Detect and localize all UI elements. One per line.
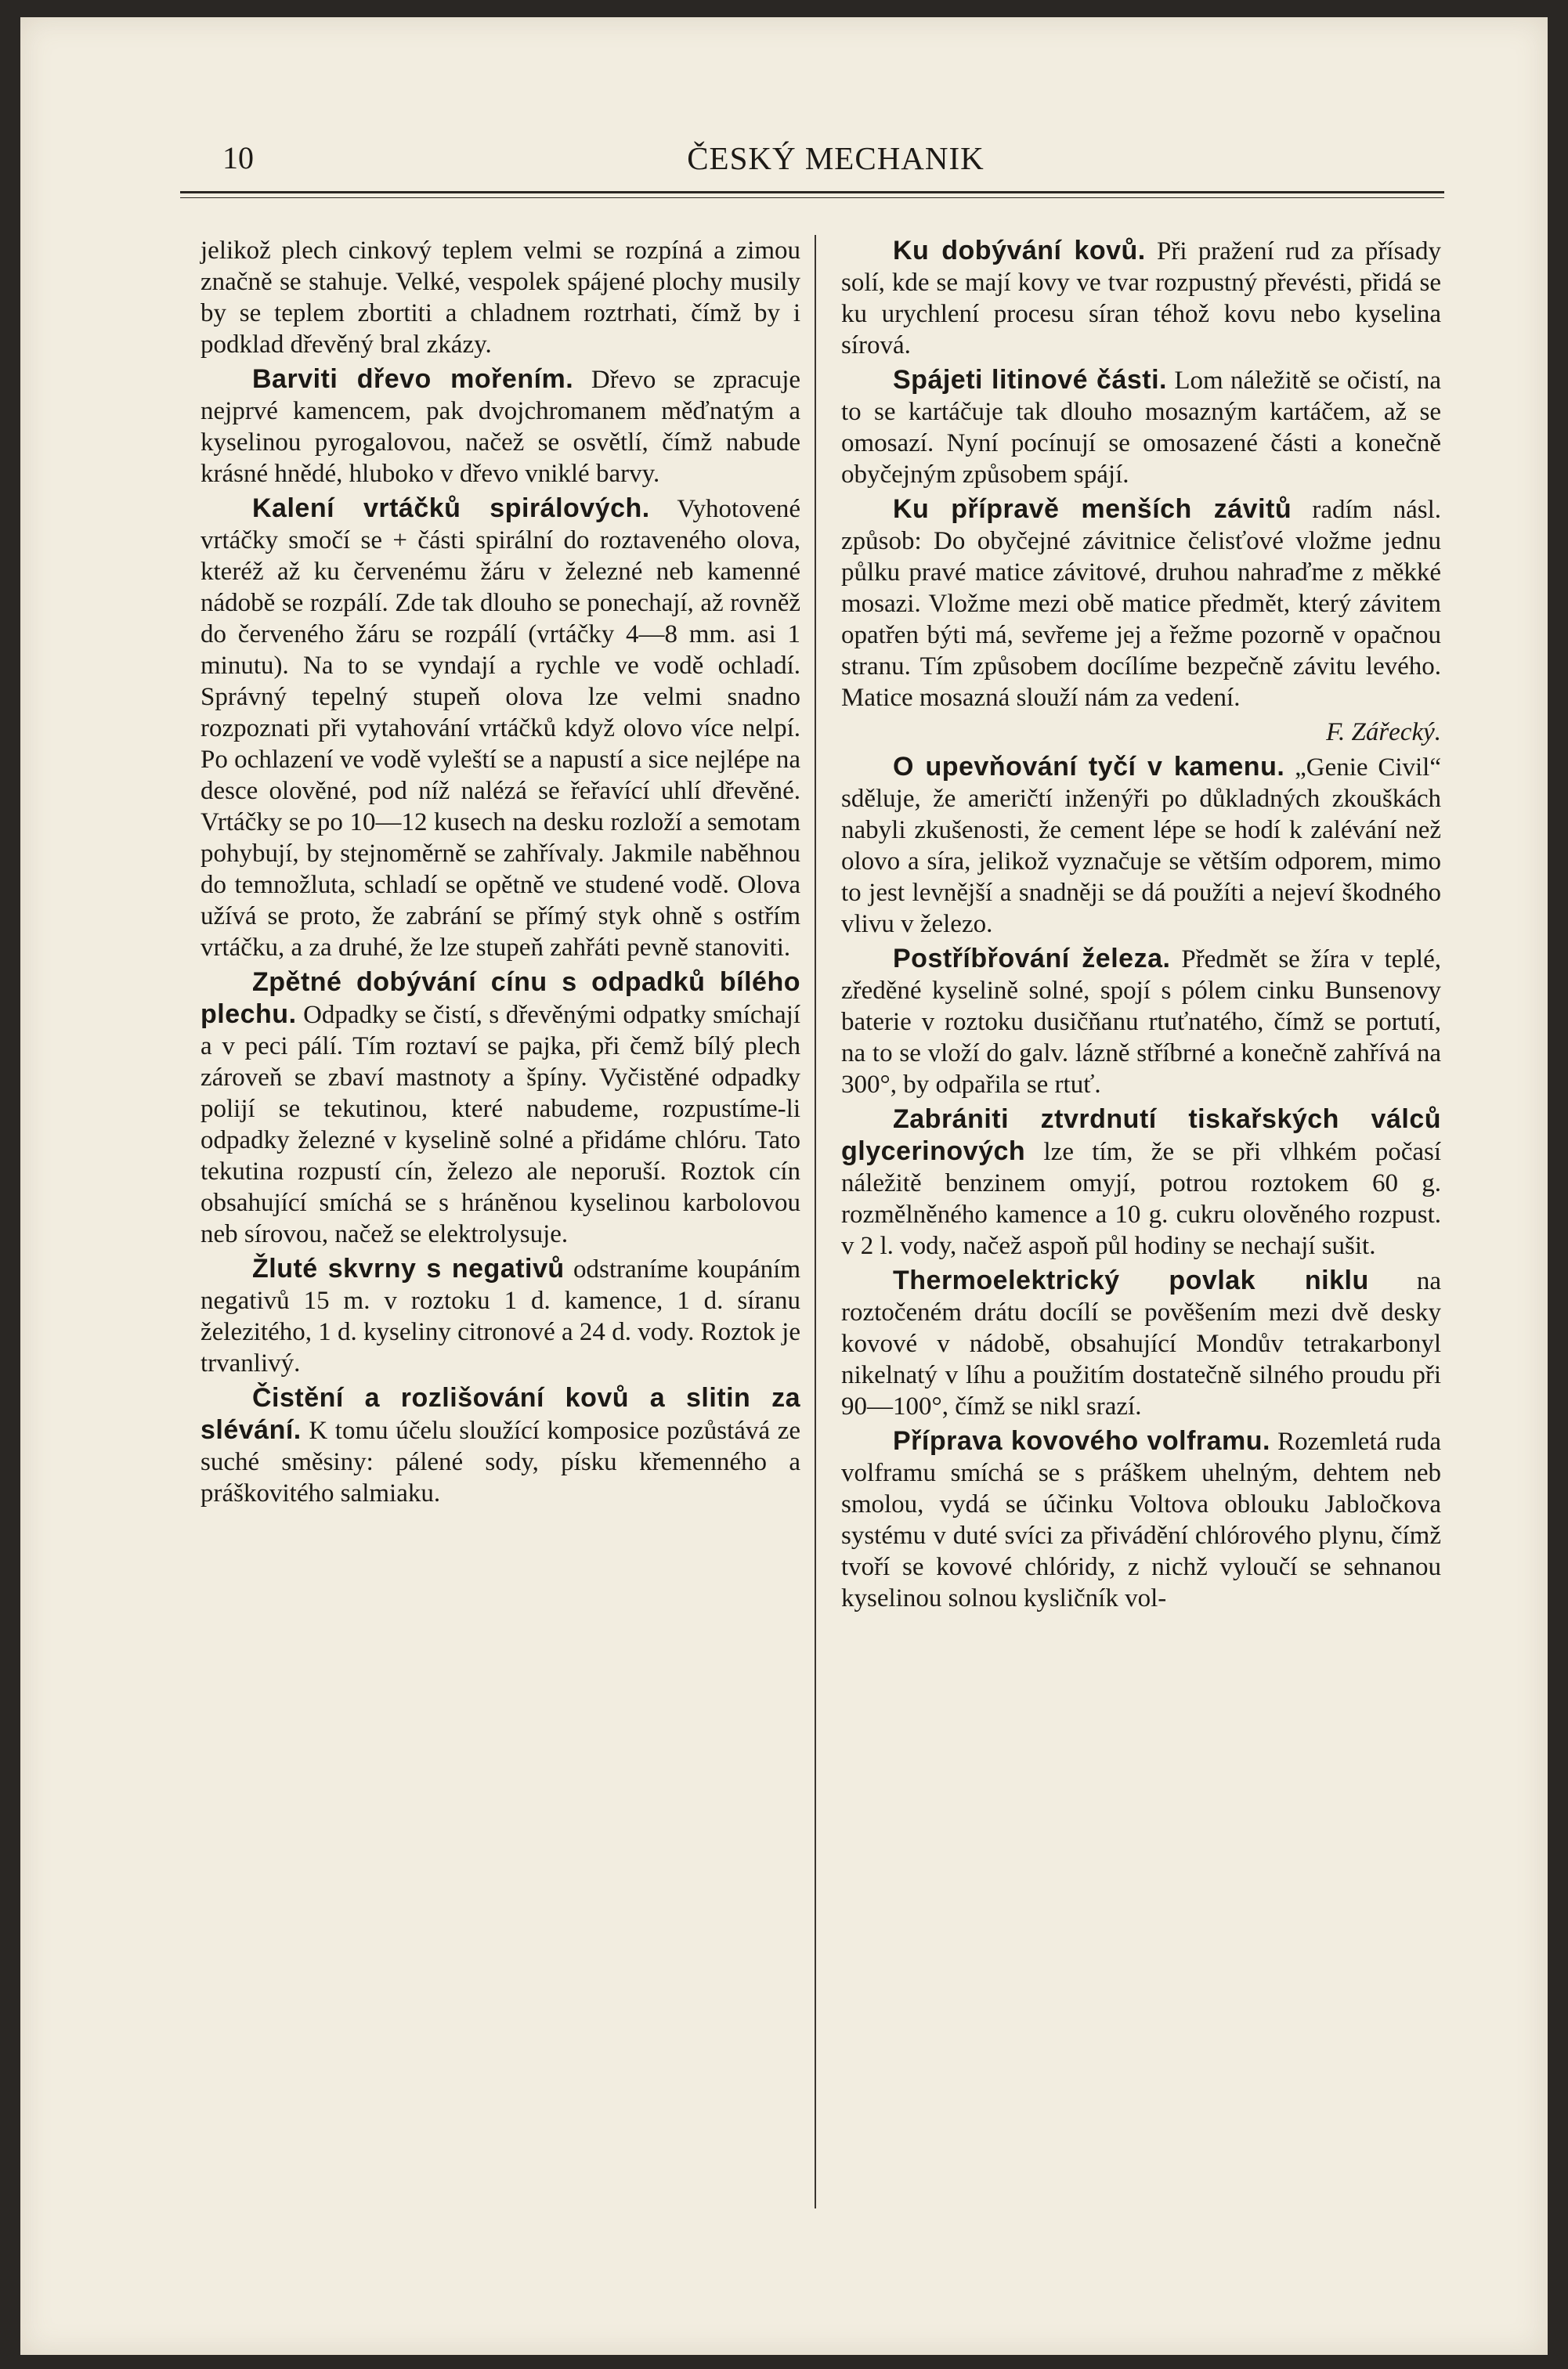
article-upevnovani-tyci: O upevňování tyčí v kamenu. „Genie Civil“ sděluje, že američtí inženýři po důkladných zkouškách nabyli zkušenosti, že cement lépe se hodí k zalévání než olovo a síra, jelikož vyznačuje se větším odporem, mimo to jest levnější a snadněji se dá použíti a nejeví škodného vlivu v železo. bbox=[841, 752, 1441, 938]
journal-title: ČESKÝ MECHANIK bbox=[687, 140, 985, 176]
left-column bbox=[201, 235, 800, 1512]
article-heading: Žluté skvrny s negativů bbox=[252, 1254, 565, 1284]
article-volfram: Příprava kovového volframu. Rozemletá ruda volframu smíchá se s práškem uhelným, dehtem neb smolou, vydá se účinku Voltova oblouku Jabločkova systému v duté svíci za přivádění chlórového plynu, čímž tvoří se kovové chlóridy, z nichž vyloučí se sehnanou kyselinou solnou kysličník vol- bbox=[841, 1426, 1441, 1612]
article-heading: O upevňování tyčí v kamenu. bbox=[893, 752, 1285, 782]
article-postribrovani: Postříbřování železa. Předmět se žíra v teplé, zředěné kyselině solné, spojí s pólem cinku Bunsenovy baterie v roztoku dusičňanu rtuťnatého, čímž se portutí, na to se vloží do galv. lázně stříbrné a konečně zahřívá na 300°, by odpařila se rtuť. bbox=[841, 944, 1441, 1099]
header-rule bbox=[180, 191, 1444, 193]
article-heading: Zpětné dobývání cínu s odpadků bílého plechu. bbox=[201, 967, 800, 1029]
article-heading: Spájeti litinové části. bbox=[893, 365, 1168, 395]
article-heading: Ku přípravě menších závitů bbox=[893, 494, 1292, 524]
article-spajeti-litinove: Spájeti litinové části. Lom náležitě se očistí, na to se kartáčuje tak dlouho mosazným kartáčem, až se omosazí. Nyní pocínují se omosazené části a konečně obyčejným způsobem spájí. bbox=[841, 365, 1441, 489]
article-heading: Zabrániti ztvrdnutí tiskařských válců glycerinových bbox=[841, 1104, 1441, 1166]
article-heading: Čistění a rozlišování kovů a slitin za slévání. bbox=[201, 1383, 800, 1445]
page-header bbox=[180, 139, 1444, 186]
author-signature: F. Zářecký. bbox=[1326, 718, 1441, 746]
column-separator bbox=[815, 235, 816, 2208]
article-dobyvani-kovu: Ku dobývání kovů. Při pražení rud za přísady solí, kde se mají kovy ve tvar rozpustný převésti, přidá se ku urychlení procesu síran téhož kovu nebo kyselina sírová. bbox=[841, 236, 1442, 359]
article-zpetne-dobyvani-cinu: Zpětné dobývání cínu s odpadků bílého plechu. Odpadky se čistí, s dřevěnými odpatky smíchají a v peci pálí. Tím roztaví se pajka, při čemž bílý plech zároveň se zbaví mastnoty a špíny. Vyčistěné odpadky polijí se tekutinou, které nabudeme, rozpustíme-li odpadky železné v kyselině solné a přidáme chlóru. Tato tekutina rozpustí cín, železo ale neporuší. Roztok cín obsahující smíchá se s hráněnou kyselinou karbolovou neb sírovou, načež se elektrolysuje. bbox=[201, 967, 800, 1248]
header-rule-thin bbox=[180, 197, 1444, 198]
article-tiskarske-valce: Zabrániti ztvrdnutí tiskařských válců glycerinových lze tím, že se při vlhkém počasí náležitě benzinem omyjí, potrou roztokem 60 g. rozmělněného kamence a 10 g. cukru olověného rozpust. v 2 l. vody, načež aspoň půl hodiny se nechají sušit. bbox=[841, 1104, 1441, 1260]
article-paragraph: jelikož plech cinkový teplem velmi se rozpíná a zimou značně se stahuje. Velké, vespolek spájené plochy musily by se teplem zbortiti a chladnem roztrhati, čímž by i podklad dřevěný bral zkázy. bbox=[201, 237, 800, 359]
article-barveni-dreva: Barviti dřevo mořením. Dřevo se zpracuje nejprvé kamencem, pak dvojchromanem měďnatým a kyselinou pyrogalovou, načež se osvětlí, čímž nabude krásné hnědé, hluboko v dřevo vniklé barvy. bbox=[201, 364, 801, 488]
article-zlute-skvrny: Žluté skvrny s negativů odstraníme koupáním negativů 15 m. v roztoku 1 d. kamence, 1 d. síranu železitého, 1 d. kyseliny citronové a 24 d. vody. Roztok je trvanlivý. bbox=[201, 1254, 800, 1378]
article-heading: Příprava kovového volframu. bbox=[893, 1426, 1270, 1456]
article-cisteni-kovu: Čistění a rozlišování kovů a slitin za slévání. K tomu účelu sloužící komposice pozůstává ze suché směsiny: pálené sody, písku křemenného a práškovitého salmiaku. bbox=[201, 1383, 800, 1508]
article-heading: Barviti dřevo mořením. bbox=[252, 364, 574, 394]
article-heading: Ku dobývání kovů. bbox=[893, 236, 1146, 265]
article-kaleni-vrtacku: Kalení vrtáčků spirálových. Vyhotovené vrtáčky smočí se + části spirální do roztaveného olova, kteréž až ku červenému žáru v železné neb kamenné nádobě se rozpálí. Zde tak dlouho se ponechají, až rovněž do červeného žáru se rozpálí (vrtáčky 4—8 mm. asi 1 minutu). Na to se vyndají a rychle ve vodě ochladí. Správný tepelný stupeň olova lze velmi snadno rozpoznati při vytahování vrtáčků když olovo více nelpí. Po ochlazení ve vodě vyleští se a napustí a sice nejlépe na desce olověné, pod níž nalézá se řeřavící uhlí dřevěné. Vrtáčky se po 10—12 kusech na desku rozloží a semotam pohybují, by stejnoměrně se zahřívaly. Jakmile naběhnou do temnožluta, schladí se opětně ve studené vodě. Olova užívá se proto, že zabrání se přímý styk ohně s ostřím vrtáčku, a za druhé, že lze stupeň zahřáti pevně stanoviti. bbox=[201, 493, 800, 962]
article-heading: Thermoelektrický povlak niklu bbox=[893, 1266, 1369, 1295]
article-menskich-zavitu: Ku přípravě menších závitů radím násl. způsob: Do obyčejné závitnice čelisťové vložme jednu půlku pravé matice závitové, druhou nahraďme z měkké mosazi. Vložme mezi obě matice předmět, který závitem opatřen býti má, sevřeme jej a řežme pozorně v opačnou stranu. Tím způsobem docílíme bezpečně závitu levého. Matice mosazná slouží nám za vedení. bbox=[841, 494, 1441, 712]
article-heading: Postříbřování železa. bbox=[893, 944, 1171, 973]
page-number: 10 bbox=[222, 140, 254, 175]
right-column bbox=[841, 235, 1441, 1617]
article-heading: Kalení vrtáčků spirálových. bbox=[252, 493, 650, 523]
article-povlak-niklu: Thermoelektrický povlak niklu na roztočeném drátu docílí se pověšením mezi dvě desky kovové v nádobě, obsahující Mondův tetrakarbonyl nikelnatý v líhu a použitím dostatečně silného proudu při 90—100°, čímž se nikl srazí. bbox=[841, 1266, 1441, 1421]
